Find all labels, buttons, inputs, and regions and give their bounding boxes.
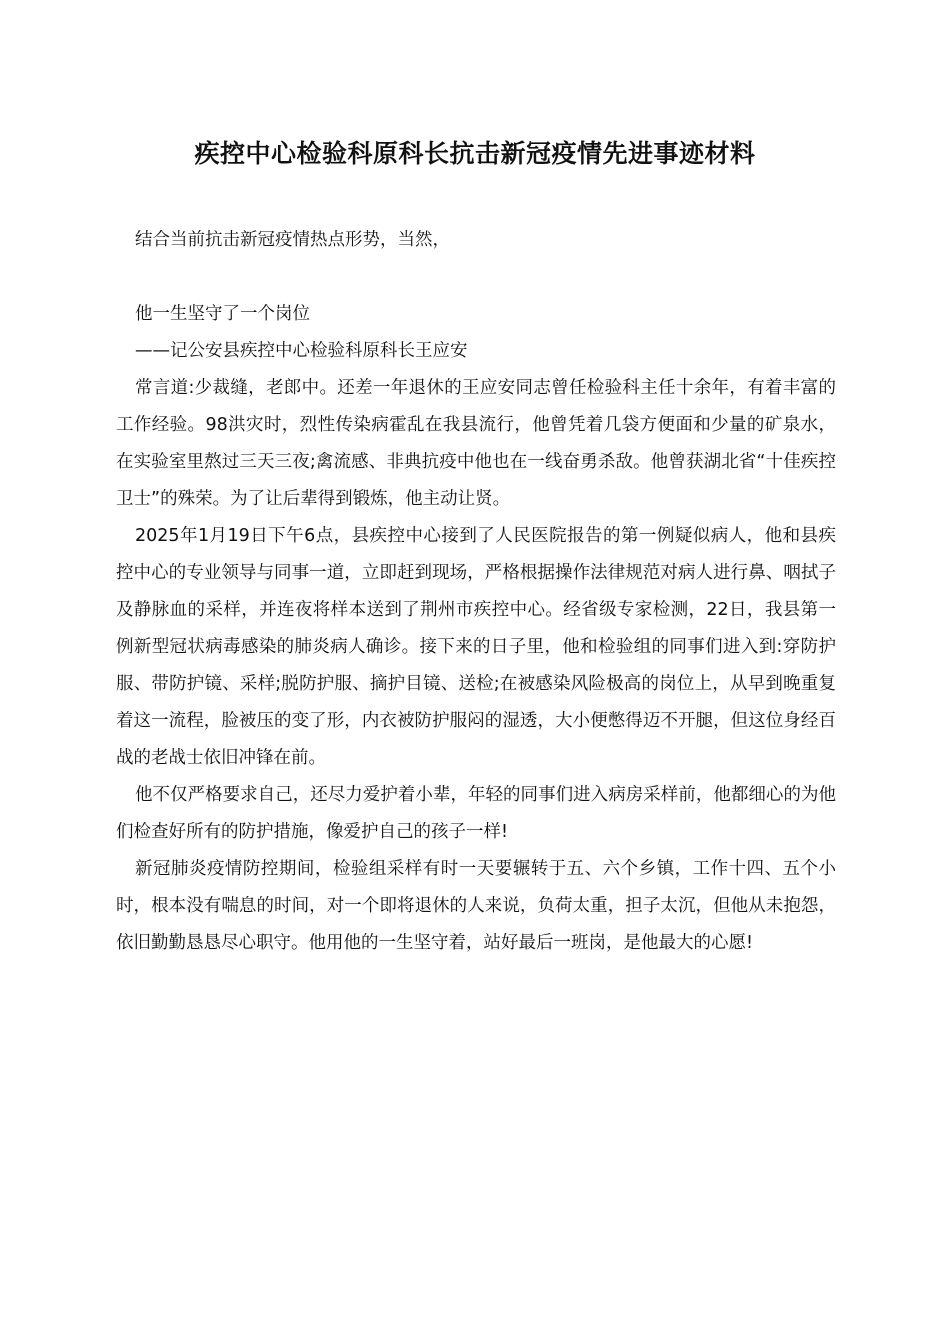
section-heading: 他一生坚守了一个岗位 bbox=[135, 304, 310, 324]
section-subheading: ——记公安县疾控中心检验科原科长王应安 bbox=[135, 341, 468, 361]
document-title: 疾控中心检验科原科长抗击新冠疫情先进事迹材料 bbox=[194, 139, 756, 168]
body-paragraph-2: 2025年1月19日下午6点，县疾控中心接到了人民医院报告的第一例疑似病人，他和县疾控中心的专业领导与同事一道，立即赶到现场，严格根据操作法律规范对病人进行鼻、咽拭子及静脉血的采样，并连夜将样本送到了荆州市疾控中心。经省级专家检测，22日，我县第一例新型冠状病毒感染的肺炎病人确诊。接下来的日子里，他和检验组的同事们进入到:穿防护服、带防护镜、采样;脱防护服、摘护目镜、送检;在被感染风险极高的岗位上，从早到晚重复着这一流程，脸被压的变了形，内衣被防护服闷的湿透，大小便憋得迈不开腿，但这位身经百战的老战士依旧冲锋在前。 bbox=[116, 526, 836, 768]
intro-paragraph: 结合当前抗击新冠疫情热点形势，当然， bbox=[135, 230, 450, 250]
body-paragraph-4: 新冠肺炎疫情防控期间，检验组采样有时一天要辗转于五、六个乡镇，工作十四、五个小时，根本没有喘息的时间，对一个即将退休的人来说，负荷太重，担子太沉，但他从未抱怨，依旧勤勤恳恳尽心职守。他用他的一生坚守着，站好最后一班岗，是他最大的心愿! bbox=[116, 859, 836, 953]
document-body bbox=[116, 222, 836, 962]
body-paragraph-1: 常言道:少裁缝，老郎中。还差一年退休的王应安同志曾任检验科主任十余年，有着丰富的工作经验。98洪灾时，烈性传染病霍乱在我县流行，他曾凭着几袋方便面和少量的矿泉水，在实验室里熬过三天三夜;禽流感、非典抗疫中他也在一线奋勇杀敌。他曾获湖北省“十佳疾控卫士”的殊荣。为了让后辈得到锻炼，他主动让贤。 bbox=[116, 378, 836, 509]
body-paragraph-3: 他不仅严格要求自己，还尽力爱护着小辈，年轻的同事们进入病房采样前，他都细心的为他们检查好所有的防护措施，像爱护自己的孩子一样! bbox=[116, 785, 836, 842]
paragraph-gap bbox=[116, 259, 836, 296]
